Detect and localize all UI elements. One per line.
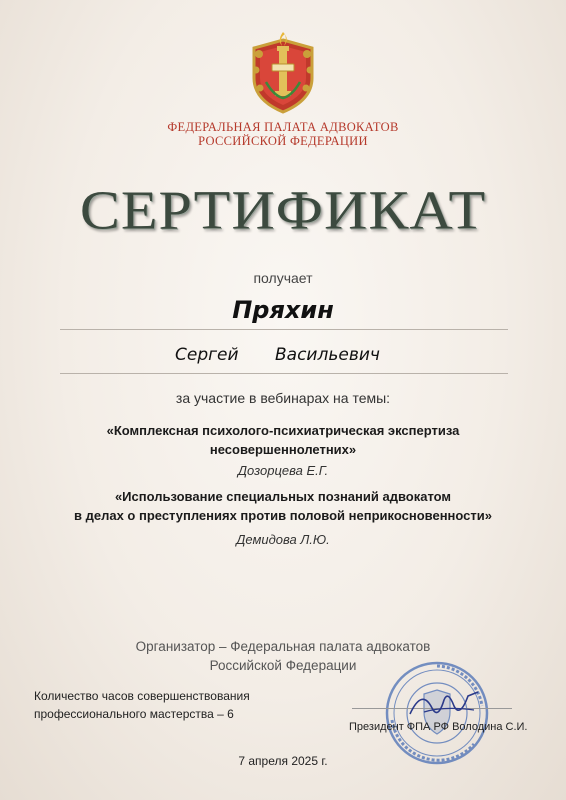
- organizer-line1: Организатор – Федеральная палата адвокатов: [135, 639, 431, 654]
- webinar-2-title-line1: «Использование специальных познаний адвокатом: [114, 489, 452, 504]
- hours-line1: Количество часов совершенствования: [34, 689, 250, 703]
- signature-icon: [404, 684, 484, 724]
- organizer-line2: Российской Федерации: [209, 658, 357, 673]
- certificate-date: 7 апреля 2025 г.: [238, 754, 328, 768]
- webinar-2-lecturer: Демидова Л.Ю.: [236, 532, 330, 547]
- divider-line: [60, 373, 508, 374]
- recipient-first-name: Сергей: [175, 345, 239, 365]
- torch-emblem-icon: [246, 30, 320, 114]
- organization-name-line2: РОССИЙСКОЙ ФЕДЕРАЦИИ: [198, 134, 368, 148]
- webinar-1-title-line2: несовершеннолетних»: [209, 442, 357, 457]
- hours-line2: профессионального мастерства – 6: [34, 707, 234, 721]
- webinar-1-title-line1: «Комплексная психолого-психиатрическая экспертиза: [106, 423, 460, 438]
- divider-line: [60, 329, 508, 330]
- certificate-title: СЕРТИФИКАТ: [79, 179, 487, 241]
- webinar-2-title-line2: в делах о преступлениях против половой неприкосновенности»: [74, 508, 492, 523]
- participation-text: за участие в вебинарах на темы:: [175, 390, 391, 406]
- recipient-patronymic: Васильевич: [275, 345, 380, 365]
- webinar-1-lecturer: Дозорцева Е.Г.: [237, 463, 329, 478]
- recipient-surname: Пряхин: [232, 296, 334, 324]
- organization-name-line1: ФЕДЕРАЛЬНАЯ ПАЛАТА АДВОКАТОВ: [167, 120, 399, 134]
- president-signature-label: Президент ФПА РФ Володина С.И.: [349, 721, 528, 733]
- receives-label: получает: [253, 270, 313, 286]
